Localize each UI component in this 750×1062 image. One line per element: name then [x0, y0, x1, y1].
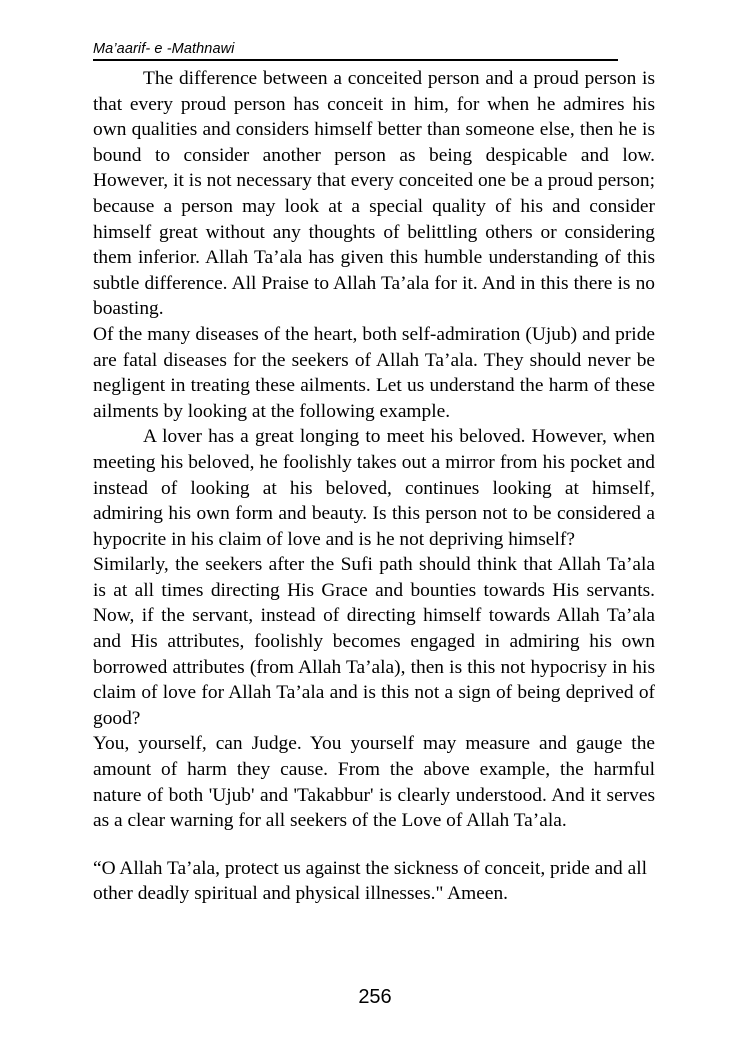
running-head-title: Ma’aarif- e -Mathnawi [93, 41, 235, 57]
closing-dua-paragraph: “O Allah Ta’ala, protect us against the sickness of conceit, pride and all other deadly spiritual and physical illnesses." Ameen. [93, 857, 647, 905]
body-text-column [93, 66, 655, 907]
header-divider-rule [93, 59, 618, 61]
paragraph-2: Of the many diseases of the heart, both self-admiration (Ujub) and pride are fatal diseases for the seekers of Allah Ta’ala. They should never be negligent in treating these ailments. Let us understand the harm of these ailments by looking at the following example. [93, 323, 655, 422]
paragraph-4: Similarly, the seekers after the Sufi path should think that Allah Ta’ala is at all times directing His Grace and bounties towards His servants. Now, if the servant, instead of directing himself towards Allah Ta’ala and His attributes, foolishly becomes engaged in admiring his own borrowed attributes (from Allah Ta’ala), then is this not hypocrisy in his claim of love for Allah Ta’ala and is this not a sign of being deprived of good? [93, 554, 655, 729]
page-number: 256 [358, 986, 392, 1008]
paragraph-3: A lover has a great longing to meet his beloved. However, when meeting his beloved, he foolishly takes out a mirror from his pocket and instead of looking at his beloved, continues looking at himself, admiring his own form and beauty. Is this person not to be considered a hypocrite in his claim of love and is he not depriving himself? [93, 426, 655, 550]
running-head [93, 41, 618, 61]
paragraph-5: You, yourself, can Judge. You yourself may measure and gauge the amount of harm they cause. From the above example, the harmful nature of both 'Ujub' and 'Takabbur' is clearly understood. And it serves as a clear warning for all seekers of the Love of Allah Ta’ala. [93, 733, 655, 832]
paragraph-1: The difference between a conceited person and a proud person is that every proud person has conceit in him, for when he admires his own qualities and considers himself better than someone else, then he is bound to consider another person as being despicable and low. However, it is not necessary that every conceited one be a proud person; because a person may look at a special quality of his and consider himself great without any thoughts of belittling others or considering them inferior. Allah Ta’ala has given this humble understanding of this subtle difference. All Praise to Allah Ta’ala for it. And in this there is no boasting. [93, 68, 655, 320]
page-footer [0, 985, 750, 1009]
